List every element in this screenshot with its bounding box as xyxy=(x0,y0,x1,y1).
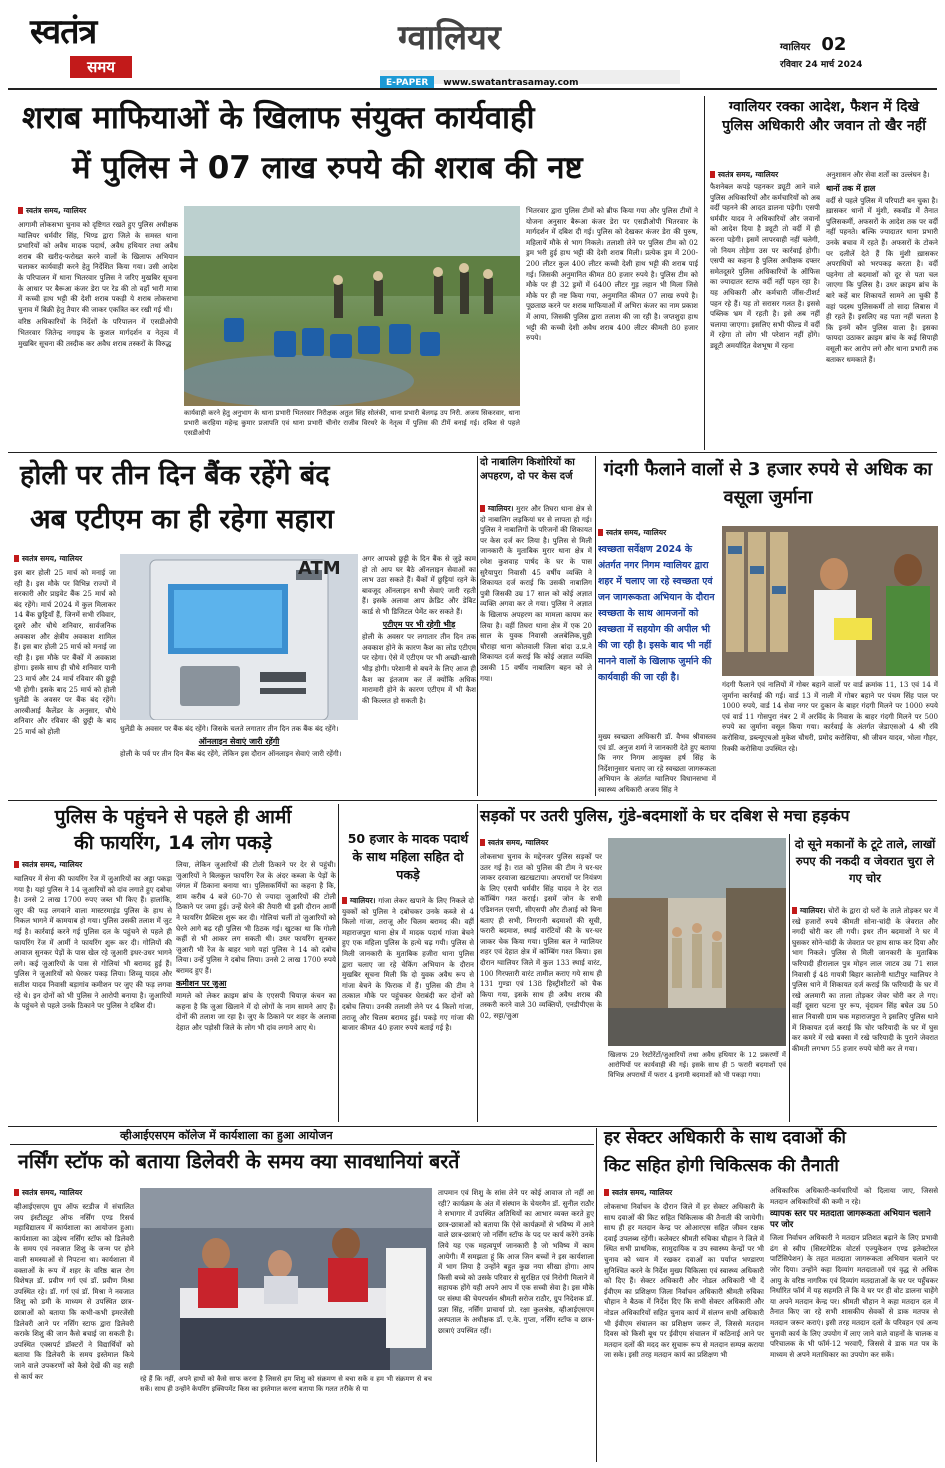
masthead-rule xyxy=(8,88,937,90)
city-name: ग्वालियर xyxy=(398,18,501,58)
kidnap-story xyxy=(480,456,592,798)
army-story xyxy=(10,804,336,1124)
col-divider-7 xyxy=(596,1128,597,1462)
holi-under-photo xyxy=(120,724,358,798)
holi-under-photo-p1: धुलेंडी के अवसर पर बैंक बंद रहेंगे। जिसके चलते लगातार तीन दिन तक बैंक बंद रहेंगे। xyxy=(120,724,339,733)
army-subhead: कमीशन पर जुआ xyxy=(176,978,227,988)
issue-date: रविवार 24 मार्च 2024 xyxy=(780,60,863,70)
lead-caption: कार्यवाही करने हेतु अनुभाग के थाना प्रभारी भितरवार निरीक्षक अतुल सिंह सोलंकी, थाना प्रभारी बेलगढ़ उप निरी. अजय सिकरवार, थाना प्रभारी करहिया महेन्द्र कुमार प्रजापति एवं थाना प्रभारी चीनोर राजीव विरथरे के नेतृत्व में पुलिस की टीमें बनाई गई। दबिश से पहले एसडीओपी xyxy=(184,409,520,437)
holi-byline: स्वतंत्र समय, ग्वालियर xyxy=(14,554,114,564)
theft-story xyxy=(792,836,938,1124)
medicine-col-1: लोकसभा निर्वाचन के दौरान जिले में हर सेक्टर अधिकारी के साथ दवाओं की किट सहित चिकित्सक की तैनाती की जायेगी। साथ ही हर मतदान केन्द्र पर ओआरएस सहित जीवन रक्षक दवाईं उपलब्ध रहेंगी। कलेक्टर श्रीमती रुचिका चौहान ने जिले में स्थित सभी प्राथमिक, सामुदायिक व उप स्वास्थ्य केन्द्रों पर भी चुनाव को ध्यान में रखकर दवाओं का पर्याप्त भण्डारण सुनिश्चित करने के निर्देश मुख्य चिकित्सा एवं स्वास्थ्य अधिकारी को दिए हैं। सेक्टर अधिकारी और नोडल अधिकारी भी दें ईवीएम का प्रशिक्षण जिला निर्वाचन अधिकारी श्रीमती रुचिका चौहान ने बैठक में निर्देश दिए कि सभी सेक्टर अधिकारी और नोडल अधिकारियों सहित चुनाव कार्य में संलग्न सभी अधिकारी भी ईवीएम संचालन का प्रशिक्षण जरूर लें, जिससे मतदान दिवस को किसी बूथ पर ईवीएम संचालन में कठिनाई आने पर मतदान दलों की मदद कर सुचारू रूप से मतदान सम्पन्न कराया जा सके। इसी तरह मतदान कार्य का प्रशिक्षण भी xyxy=(604,1202,764,1360)
lead-byline: स्वतंत्र समय, ग्वालियर xyxy=(18,206,178,216)
raid-photo xyxy=(608,838,786,1046)
fine-story xyxy=(598,456,938,798)
army-col-2-p1: लिया, लेकिन जुआरियों की टोली ठिकाने पर देर से पहुंची। जुआरियों ने बिलकुल फायरिंग रेंज के अंदर कब्जा के पेड़ों के जंगल में ठिकाना बनाया था। पुलिसकर्मियों का कहना है कि, शाम करीब 4 बजे 60-70 से ज्यादा जुआरियों की टोली ठिकाने पर जमा हुई। उन्हें घेरने की तैयारी थी इसी दौरान आर्मी ने फायरिंग प्रैक्टिस शुरू कर दी। गोलियां चलीं तो जुआरियों को घेरने आगे बढ़ रही पुलिस भी ठिठक गई। खुटका था कि गोली कहीं से भी आकर लग सकती थी। उधर फायरिंग सुनकर जुआरी भी रेंज के बाहर भागे यहां पुलिस ने 14 को दबोच लिया। उन्हें पुलिस ने दबोच लिया। उनसे 2 लाख 1700 रुपये बरामद हुए हैं। xyxy=(176,860,336,975)
side-story-uniform xyxy=(710,96,938,450)
holi-story xyxy=(10,456,476,798)
lead-col-3: भितरवार द्वारा पुलिस टीमों को ब्रीफ किया गया और पुलिस टीमों ने योजना अनुसार बैरूआ कंजर डेरा पर एसडीओपी भितरवार के मार्गदर्शन में दबिश दी गई। पुलिस को देखकर कंजर डेरा की पुरुष, महिलायें मौके से भाग निकले। तलाशी लेने पर पुलिस टीम को 02 ड्रम भरी हुई हाथ भट्टी की देशी शराब मिली। प्रत्येक ड्रम में 200-200 लीटर कुल 400 लीटर कच्ची देशी हाथ भट्टी की शराब पाई गई। जिसकी अनुमानित कीमत 80 हजार रुपये है। पुलिस टीम को मौके पर ही 32 ड्रमों में 6400 लीटर गुड़ लहान भी मिला जिसे मौके पर ही नष्ट किया गया, अनुमानित कीमत 07 लाख रुपये है। पूछताछ करने पर शराब माफियाओं में अभिरा कंजर का नाम प्रकाश में आया, जिसकी पुलिस द्वारा तलाश की जा रही है। जप्तशुदा हाथ भट्टी की कच्ची देशी अवैध शराब 400 लीटर कीमती 80 हजार रुपये। xyxy=(526,206,698,343)
woman-byline: ग्वालियर। xyxy=(342,896,376,905)
medicine-col-2a: अधिकारिक अधिकारी-कर्मचारियों को दिलाया जाए, जिससे मतदान अधिकारियों की कमी न रहे। xyxy=(770,1186,938,1206)
side1-subhead: थानों तक में हाल xyxy=(826,183,876,193)
theft-body xyxy=(792,906,938,1124)
col-divider-3 xyxy=(595,456,596,796)
nursing-col-1: व्हीआईएसएम ग्रुप ऑफ स्टडीज में संचालित जय इंस्टीट्यूट ऑफ नर्सिंग एण्ड रिसर्च महाविद्यालय में कार्यशाला का आयोजन हुआ। कार्यशाला का उद्देश्य नर्सिंग स्टॉफ को डिलेवरी के समय एवं नवजात शिशु के जन्म पर होने वाली समस्याओं से निपटना था। कार्यशाला में वक्ताओं के रूप में शहर के वरिष्ठ बाल रोग विशेषज्ञ डॉ. प्रवीण गर्ग एवं डॉ. प्रवीण मिश्रा उपस्थित रहे। डॉ. गर्ग एवं डॉ. मिश्रा ने नवजात शिशु को डमी के माध्यम से उपस्थित छात्र-छात्राओं को बताया कि कभी-कभी इमरजेंसी डिलेवरी आने पर नर्सिंग स्टाफ द्वारा डिलेवरी कराके शिशु की जान कैसे बचाई जा सकती है। उपस्थित एक्सपर्ट डॉक्टरों ने विद्यार्थियों को बताया कि डिलेवरी के समय इस्तेमाल किये जाने वाले उपकरणों को कैसे देखें की वह सही से कार्य कर xyxy=(14,1202,134,1381)
page-number: 02 xyxy=(821,34,847,55)
logo-bottom: समय xyxy=(87,58,115,76)
raid-photo-art xyxy=(608,838,786,1046)
side1-col-2a: अनुशासन और सेवा शर्तों का उल्लंघन है। xyxy=(826,170,930,179)
nursing-story xyxy=(10,1128,594,1462)
medicine-headline-1: हर सेक्टर अधिकारी के साथ दवाओं की xyxy=(604,1128,846,1148)
fine-byline: स्वतंत्र समय, ग्वालियर xyxy=(598,528,708,538)
raid-story xyxy=(480,804,850,1124)
theft-byline: ग्वालियर। xyxy=(792,906,826,915)
lead-photo xyxy=(184,206,520,406)
holi-col-3-p2: होली के अवसर पर लगातार तीन दिन तक अवकाश होने के कारण कैश का लोड एटीएम पर रहेगा। ऐसे में एटीएम पर भी अच्छी-खासी भीड़ होगी। परेशानी से बचने के लिए आज ही कैश का इंतजाम कर लें क्योंकि अधिक मारामारी होने के कारण एटीएम में भी कैश की किल्लत हो सकती है। xyxy=(362,632,476,705)
nursing-caption: रहे हैं कि नहीं, अपने हाथों को कैसे साफ करना है जिससे हम शिशु को संक्रमण से बचा सकें व हम भी संक्रमण से बच सकें। साथ ही उन्होंने केयरिंग इक्विपमेंट किस का इस्तेमाल करना बताया कि गलत तरीके से या xyxy=(140,1375,432,1393)
holi-col-3 xyxy=(362,554,476,798)
army-headline-2: की फायरिंग, 14 लोग पकड़े xyxy=(74,832,272,854)
lead-col-1-p1: आगामी लोकसभा चुनाव को दृष्टिगत रखते हुए पुलिस अधीक्षक ग्वालियर धर्मवीर सिंह, भिण्ड द्वारा जिले के समस्त थाना प्रभारियों को अवैध मादक पदार्थ, अवैध हथियार तथा अवैध शराब की खरीद-फरोख्त करने वालों के खिलाफ अभियान चलाकर कार्यवाही करने हेतु निर्देशित किया गया। उसी आदेश के परिपालन में थाना भितरवार पुलिस ने जरिए मुखबिर सूचना के आधार पर बैरूआ कंजर डेरा पर रेड की तो वहाँ भारी मात्रा में कच्ची हाथ भट्टी की देशी शराब पकड़ी ये शराब लोकसभा चुनाव में बिक्री हेतु तैयार की जाकर एकत्रित कर रखी गई थी। xyxy=(18,220,178,314)
epaper-bar xyxy=(380,70,680,88)
col-divider-6 xyxy=(789,834,790,1122)
army-col-2 xyxy=(176,860,336,1124)
medicine-col-2b: जिला निर्वाचन अधिकारी ने मतदान प्रतिशत बढ़ाने के लिए प्रभावी ढंग से स्वीप (सिस्टमेटिक वोटर्स एज्युकेशन एण्ड इलेक्टोरल पार्टिसिपेशन) के तहत मतदाता जागरूकता अभियान चलाने पर जोर दिया। उन्होंने कहा दिव्यांग मतदाताओं एवं वृद्ध से अधिक आयु के वरिष्ठ नागरिक एवं दिव्यांग मतदाताओं के घर पर पहुँचकर निर्धारित फॉर्म में यह सहमति लें कि वे घर पर ही वोट डालना चाहेंगे या अपने मतदान केन्द्र पर। श्रीमती चौहान ने कहा मतदान दल में तैनात किए जा रहे सभी शासकीय सेवकों से डाक मतपत्र से मतदान जरूर कराएं। इसी तरह मतदान दलों के परिवहन एवं अन्य चुनावी कार्य के लिए उपयोग में लाए जाने वाले वाहनों के चालक व परिचालक के भी फॉर्म-12 भरवाएँ, जिससे वे डाक मत पत्र के माध्यम से अपने मताधिकार का उपयोग कर सकें। xyxy=(770,1233,938,1359)
woman-headline: 50 हजार के मादक पदार्थ के साथ महिला सहित दो पकड़े xyxy=(347,831,469,882)
theft-text: चोरों के द्वारा दो घरों के ताले तोड़कर घर में रखे हजारों रुपये कीमती सोना-चांदी के जेवरात और नगदी चोरी कर ली गयी। इधर तीन बदमाशों ने घर में घुसकर सोने-चांदी के जेवरात पर हाथ साफ कर दिया और भाग निकले। पुलिस से मिली जानकारी के मुताबिक फरियादी हीरालाल पुत्र मोहन लाल जाटव उम्र 71 साल निवासी ई 48 गायत्री बिहार कालोनी थाटीपुर ग्वालियर ने पुलिस थाने में शिकायत दर्ज कराई कि फरियादी के घर में रखे अलमारी का ताला तोड़कर जेवर चोरी कर ले गए। वहीं दूसरा घटना पुर रूप, वृंदावन सिंह बघेल उम्र 50 साल निवासी ग्राम चक महाराजपुरा ने इसलिए पुलिस थाने में शिकायत दर्ज कराई कि चोर फरियादी के घर में घुस कर कमरे में रखे बक्सा में रखे फरियादी के पुराने जेवरात कीमती लगभग 55 हजार रुपये चोरी कर ले गया। xyxy=(792,906,938,1053)
lead-col-1-p2: वरिष्ठ अधिकारियों के निर्देशों के परिपालन में एसडीओपी भितरवार जितेन्द्र नगाइच के कुशल मार्गदर्शन व नेतृत्व में मुखबिर सूचना की तस्दीक कर अवैध शराब तस्करों के विरुद्ध xyxy=(18,317,178,348)
army-headline-1: पुलिस के पहुंचने से पहले ही आर्मी xyxy=(54,806,292,828)
lead-photo-art xyxy=(184,206,520,406)
logo-top: स्वतंत्र xyxy=(30,12,97,52)
col-divider-4 xyxy=(338,804,339,1122)
holi-headline-1: होली पर तीन दिन बैंक रहेंगे बंद xyxy=(20,460,330,491)
army-col-2-p2: मामले को लेकर क्राइम ब्रांच के एएसपी चियाज़ कंचन का कहना है कि जुआ खिलाने में दो लोगों के नाम सामने आए हैं। दोनों की तलाश जा रहा है। जुए के ठिकाने पर शहर के अलावा देहात और पड़ोसी जिले के लोग भी दांव लगाने आए थे। xyxy=(176,991,336,1032)
theft-headline: दो सूने मकानों के टूटे ताले, लाखों रुपए की नकदी व जेवरात चुरा ले गए चोर xyxy=(794,837,936,885)
side1-col-2b: वर्दी से पहले पुलिस में परिपाटी बन चुका है। ख़ासकर थानों में मुंशी, स्कवॉड में तैनात पुलिसकर्मी, अफसरों के आदेश तक पर वर्दी नहीं पहनते। बल्कि ज्यादातर थाना प्रभारी उनके बचाव में रहते हैं। अफसरों के टोकने पर दलीलें देते हैं कि मुंशी ख़ासकर अपराधियों को भरपकड़ करता है। वर्दी पहनेगा तो बदमाशों को दूर से पता चल जाएगा कि पुलिस है। उधर क्राइम ब्रांच के बारे कहें बार शिकायतें सामने आ चुकी हैं वहां पदस्थ पुलिसकर्मी तो सादा लिबास में ही रहते हैं। इसलिए वह पता नहीं चलता है कि इनमें कौन पुलिस वाला है। इसका फायदा उठाकर क्राइम ब्रांच के कई सिपाही वसूली कर आरोप लगे और थाना प्रभारी तक बताकर धमकाते हैं। xyxy=(826,195,938,364)
side1-col-1: फैशनेबल कपड़े पहनकर ड्यूटी आने वाले पुलिस अधिकारियों और कर्मचारियों को अब वर्दी पहनने की आदत डालना पड़ेगी। एसपी धर्मवीर यादव ने अधिकारियों और जवानों को आदेश दिया है ड्यूटी तो वर्दी में ही करना पड़ेगी। इसमें लापरवाही नहीं चलेगी, जो नियम तोड़ेगा उस पर कार्रवाई होगी। एसपी का कहना है पुलिस अधीक्षक दफ्तर समेतदूसरे पुलिस अधिकारियों के ऑफिस का ज्यादातर स्टाफ वर्दी नहीं पहन रहा है। यह अधिकारी और कर्मचारी जींस-टीशर्ट पहन रहे हैं। यह तो सरासर गलत है। इससे पब्लिक भ्रम में रहती है। इसे अब नहीं चलाया जाएगा। इसलिए सभी फील्ड में वर्दी में रहेगा तो लोग भी परेशान नहीं होंगे। ड्यूटी अमर्यादित वेशभूषा में रहना xyxy=(710,182,820,350)
fine-photo xyxy=(722,526,938,676)
fine-photo-art xyxy=(722,526,938,676)
epaper-label: E-PAPER xyxy=(380,76,434,90)
row-divider-1 xyxy=(8,452,937,453)
side1-headline: ग्वालियर रक्का आदेश, फैशन में दिखे पुलिस अधिकारी और जवान तो खैर नहीं xyxy=(722,99,926,134)
nursing-headline: नर्सिंग स्टॉफ को बताया डिलेवरी के समय क्या सावधानियां बरतें xyxy=(18,1150,460,1173)
kidnap-body xyxy=(480,504,592,798)
woman-body xyxy=(342,896,474,1124)
website-link[interactable]: www.swatantrasamay.com xyxy=(443,78,579,88)
medicine-headline-2: किट सहित होगी चिकित्सक की तैनाती xyxy=(604,1156,839,1176)
medicine-story xyxy=(600,1128,938,1462)
fine-col-right: गंदगी फैलाने एवं नालियों में गोबर बहाने वालों पर वार्ड क्रमांक 11, 13 एवं 14 में जुर्माना कार्रवाई की गई। वार्ड 13 में नाली में गोबर बहाने पर पंचम सिंह पाल पर 1000 रुपये, वार्ड 14 सेवा नगर पर दुकान के बाहर गंदगी मिलने पर 1000 रुपये एवं वार्ड 11 गोसपुरा नंबर 2 में अरविंद के निवास के बाहर गंदगी मिलने पर 500 रुपये का जुर्माना वसूल किया गया। कार्रवाई के अंतर्गत जेडाएसओ 4 श्री रवि करोसिया, डब्ल्यूएचओ मुकेश चौधरी, प्रमोद करोसिया, श्री जीवन यादव, भोला गौहर, रिक्की करोसिया उपस्थित रहे। xyxy=(722,680,938,753)
holi-subhead-atm: एटीएम पर भी रहेगी भीड़ xyxy=(382,619,456,629)
raid-byline: स्वतंत्र समय, ग्वालियर xyxy=(480,838,600,848)
woman-text: गांजा लेकर खपाने के लिए निकले दो युवकों को पुलिस ने दबोचकर उनके कब्जे से 4 किलो गांजा, तराजू और चिलम बरामद की। वहीं महाराजपुरा थाना क्षेत्र में मादक पदार्थ गांजा बेचने हुए एक महिला पुलिस के हत्थे चढ़ गयी। पुलिस से मिली जानकारी के मुताबिक हजीरा थाना पुलिस द्वारा चलाए जा रहे चेकिंग अभियान के दौरान मुखबिर सूचना मिली कि दो युवक अवैध रूप से गांजा बेचने के फिराक में हैं। पुलिस की टीम ने तत्काल मौके पर पहुंचकर घेराबंदी कर दोनों को दबोच लिया। उनकी तलाशी लेने पर 4 किलो गांजा, तराजू और चिलम बरामद हुई। पकड़े गए गांजा की बाजार कीमत 40 हजार रुपये बताई गई है। xyxy=(342,896,474,1033)
holi-col-1: इस बार होली 25 मार्च को मनाई जा रही है। इस मौके पर विभिन्न राज्यों में सरकारी और प्राइवेट बैंक 25 मार्च को बंद रहेंगे। मार्च 2024 में कुल मिलाकर 14 बैंक छुट्टियाँ हैं, जिनमें सभी रविवार, दूसरे और चौथे शनिवार, सार्वजनिक अवकाश और क्षेत्रीय अवकाश शामिल हैं। इस बार होली 25 मार्च को मनाई जा रही है। इस मौके पर बैंकों में अवकाश होगा। इसके साथ ही चौथे शनिवार यानी 23 मार्च और 24 मार्च रविवार की छुट्टी भी होगी। इसके बाद 25 मार्च को होली धुलेंडी के अवसर पर बैंक बंद रहेंगे। आरबीआई कैलेंडर के अनुसार, चौथे शनिवार और रविवार की छुट्टी के बाद 25 मार्च को होली xyxy=(14,568,116,736)
side1-byline: स्वतंत्र समय, ग्वालियर xyxy=(710,170,820,180)
kidnap-headline: दो नाबालिग किशोरियों का अपहरण, दो पर केस दर्ज xyxy=(480,457,575,482)
holi-atm-photo xyxy=(120,554,358,720)
kidnap-byline: ग्वालियर। xyxy=(480,504,514,513)
masthead xyxy=(0,0,945,90)
woman-story xyxy=(342,804,474,1124)
side1-col-2 xyxy=(826,170,938,446)
col-divider-2 xyxy=(477,456,478,796)
nursing-kicker: व्हीआईएसएम कॉलेज में कार्यशाला का हुआ आयोजन xyxy=(120,1129,333,1142)
lead-story xyxy=(10,96,700,448)
medicine-col-2 xyxy=(770,1186,938,1462)
holi-col-3-p1: अगर आपको छुट्टी के दिन बैंक से जुड़े काम हो तो आप घर बैठे ऑनलाइन सेवाओं का लाभ उठा सकते हैं। बैंकों में छुट्टियां रहने के बावजूद ऑनलाइन सभी सेवाएं जारी रहती हैं। इसके अलावा आप क्रेडिट और डेबिट कार्ड से भी डिजिटल पेमेंट कर सकते हैं। xyxy=(362,554,476,616)
holi-headline-2: अब एटीएम का ही रहेगा सहारा xyxy=(30,504,334,535)
col-divider-5 xyxy=(477,804,478,1122)
holi-under-photo-p2: होली के पर्व पर तीन दिन बैंक बंद रहेंगे, लेकिन इस दौरान ऑनलाइन सेवाएं जारी रहेंगी। xyxy=(120,749,342,759)
holi-subhead-online: ऑनलाइन सेवाएं जारी रहेंगी xyxy=(198,736,280,746)
lead-headline-1: शराब माफियाओं के खिलाफ संयुक्त कार्यवाही xyxy=(22,100,535,136)
edition-info xyxy=(780,34,920,70)
army-byline: स्वतंत्र समय, ग्वालियर xyxy=(14,860,174,870)
fine-quote: स्वच्छता सर्वेक्षण 2024 के अंतर्गत नगर निगम ग्वालियर द्वारा शहर में चलाए जा रहे स्वच्छता एवं जन जागरूकता अभियान के दौरान स्वच्छता के साथ आमजनों को स्वच्छता में सहयोग की अपील भी की जा रही है। इसके बाद भी नहीं मानने वालों के खिलाफ जुर्माने की कार्यवाही की जा रही है। xyxy=(598,544,715,683)
nursing-kicker-rule xyxy=(10,1144,594,1145)
nursing-col-3: तापमान एवं शिशु के सांस लेने पर कोई आवाज तो नहीं आ रही? कार्यक्रम के अंत में संस्थान के चेयरमैन डॉ. सुनील राठौर ने सभागार में उपस्थित अतिथियों का आभार व्यक्त करते हुए छात्र-छात्राओं को बताया कि ऐसे कार्यक्रमों से भविष्य में आने वाले छात्र-छात्राएं जो नर्सिंग स्टॉफ के पद पर कार्य करेंगे उनके लिये यह एक महत्वपूर्ण जानकारी है जो भविष्य में काम आयेगी। मैं समझता हूं कि आज जिन बच्चों ने इस कार्यशाला में भाग लिया है उन्होंने बहुत कुछ नया सीखा होगा। आप किसी बच्चे को उसके परिवार से सुरक्षित एवं निरोगी मिलाने में सहायक होंगे यही अपने आप में एक सच्ची सेवा है। इस मौके पर संस्था की चेयरपर्सन श्रीमती सरोज राठौर, ग्रुप निदेशक डॉ. प्रज्ञा सिंह, नर्सिंग प्राचार्या प्रो. रक्षा कुलश्रेष्ठ, व्हीआईएसएम अस्पताल के अधीक्षक डॉ. ए.के. गुप्ता, नर्सिंग स्टॉफ व छात्र-छात्राएं उपस्थित रहीं। xyxy=(438,1188,594,1335)
medicine-subhead: व्यापक स्तर पर मतदाता जागरूकता अभियान चलाने पर जोर xyxy=(770,1209,931,1231)
fine-col-bottom: मुख्य स्वच्छता अधिकारी डॉ. वैभव श्रीवास्तव एवं डॉ. अनुज शर्मा ने जानकारी देते हुए बताया कि नगर निगम आयुक्त हर्ष सिंह के निर्देशानुसार चलाए जा रहे स्वच्छता जागरूकता अभियान के अंतर्गत ग्वालियर विधानसभा में स्वास्थ्य अधिकारी अजय सिंह ने xyxy=(598,732,716,794)
row-divider-2 xyxy=(8,800,937,801)
col-divider-1 xyxy=(704,96,705,450)
row-divider-3 xyxy=(8,1126,937,1127)
raid-col: लोकसभा चुनाव के मद्देनजर पुलिस सड़कों पर उतर गई है। रात को पुलिस की टीम ने घर-घर जाकर दरवाजा खटखटाया। अपराधों पर नियंत्रण के लिए एसपी धर्मवीर सिंह यादव ने देर रात कॉम्बिंग गश्त कराई। इसमें जोन के सभी एडिशनल एसपी, सीएसपी और टीआई को बिना बताए ही सभी, निगरानी बदमाशों की सूची, फरारी बदमाश, स्थाई वारंटियों की के घर-घर जाकर चेक किया गया। पुलिस बल ने ग्वालियर शहर एवं देहात क्षेत्र में कॉम्बिंग गश्त किया। इस दौरान ग्वालियर जिले में कुल 133 स्थाई वारंट, 100 गिरफ्तारी वारंट तामील कराए गये साथ ही 131 गुण्डा एवं 138 हिस्ट्रीशीटरों को चैक किया गया, इसके साथ ही अवैध शराब की तस्करी करने वाले 30 व्यक्तियों, एनडीपीएस के 02, सट्टा/जुआ xyxy=(480,852,602,1020)
medicine-byline: स्वतंत्र समय, ग्वालियर xyxy=(604,1188,764,1198)
atm-sign: ATM xyxy=(298,558,341,579)
kidnap-text: मुरार और तिघरा थाना क्षेत्र से दो नाबालिग लड़कियां घर से लापता हो गई। पुलिस ने नाबालिगों के परिजनों की शिकायत पर केस दर्ज कर लिया है। पुलिस से मिली जानकारी के मुताबिक मुरार थाना क्षेत्र में रमेश कुशवाह पार्षद के घर के पास सुरैयापुरा निवासी 45 वर्षीय व्यक्ति ने शिकायत दर्ज कराई कि उसकी नाबालिग पुत्री जिसकी उम्र 17 साल को कोई अज्ञात व्यक्ति अगवा कर ले गया। पुलिस ने अज्ञात के खिलाफ अपहरण का मामला कायम कर लिया है। वहीं तिघरा थाना क्षेत्र में एक 20 साल के युवक निवासी अलबेलिक,चुही चौराहा थाना कोतवाली जिला बांदा उ.प्र.ने शिकायत दर्ज कराई कि कोई अज्ञात व्यक्ति उसकी 15 वर्षीय नाबालिग बहन को ले गया। xyxy=(480,504,592,683)
raid-caption: खिलाफ 29 रेस्टोरेंटों/जुआरियों तथा अवैध हथियार के 12 प्रकरणों में आरोपियों पर कार्यवाही की गई। इसके साथ ही 5 फरारी बदमाशों एवं विभिन्न अपराधों में फरार 4 इनामी बदमाशों को भी पकड़ा गया। xyxy=(608,1051,786,1079)
logo-bottom-box xyxy=(70,56,132,78)
army-col-1: ग्वालियर में सेना की फायरिंग रेंज में जुआरियों का अड्डा पकड़ा गया है। यहां पुलिस ने 14 जुआरियों को दांव लगाते हुए दबोचा है। उनसे 2 लाख 1700 रुपए जब्त भी किए हैं। हालांकि, जुए की फड़ लगवाने वाला मास्टरमाइंड पुलिस के हाथ से निकल भागने में कामयाब हो गया। पुलिस उसकी तलाश में जुट गई है। कार्रवाई करने गई पुलिस दल के पहुंचने से पहले ही फायरिंग रेंज में आर्मी ने फायरिंग शुरू कर दी। गोलियों की आवाज सुनकर पेड़ों के पास खेल रहे जुआरी इधर-उधर भागने लगे। कई जुआरियों के पास से गोलियां भी बरामद हुई हैं। पुलिस ने जुआरियों को घेरकर पकड़ लिया। शिव्वू यादव और सतीश यादव निवासी बड़ागांव कमीशन पर जुए की फड़ लगवा रहे थे। इन दोनों को भी पुलिस ने आरोपी बनाया है। जुआरियों के पहुंचने से पहले उनके ठिकाने पर पुलिस ने दबिश दी। xyxy=(14,874,172,1011)
nursing-photo xyxy=(140,1188,432,1370)
lead-col-1 xyxy=(18,220,178,448)
lead-headline-2: में पुलिस ने 07 लाख रुपये की शराब की नष्ट xyxy=(72,150,583,186)
edition-label: ग्वालियर xyxy=(780,42,811,53)
nursing-photo-art xyxy=(140,1188,432,1370)
nursing-byline: स्वतंत्र समय, ग्वालियर xyxy=(14,1188,134,1198)
fine-headline: गंदगी फैलाने वालों से 3 हजार रुपये से अधिक का वसूला जुर्माना xyxy=(603,459,933,508)
raid-headline: सड़कों पर उतरी पुलिस, गुंडे-बदमाशों के घर दबिश से मचा हड़कंप xyxy=(480,807,850,825)
